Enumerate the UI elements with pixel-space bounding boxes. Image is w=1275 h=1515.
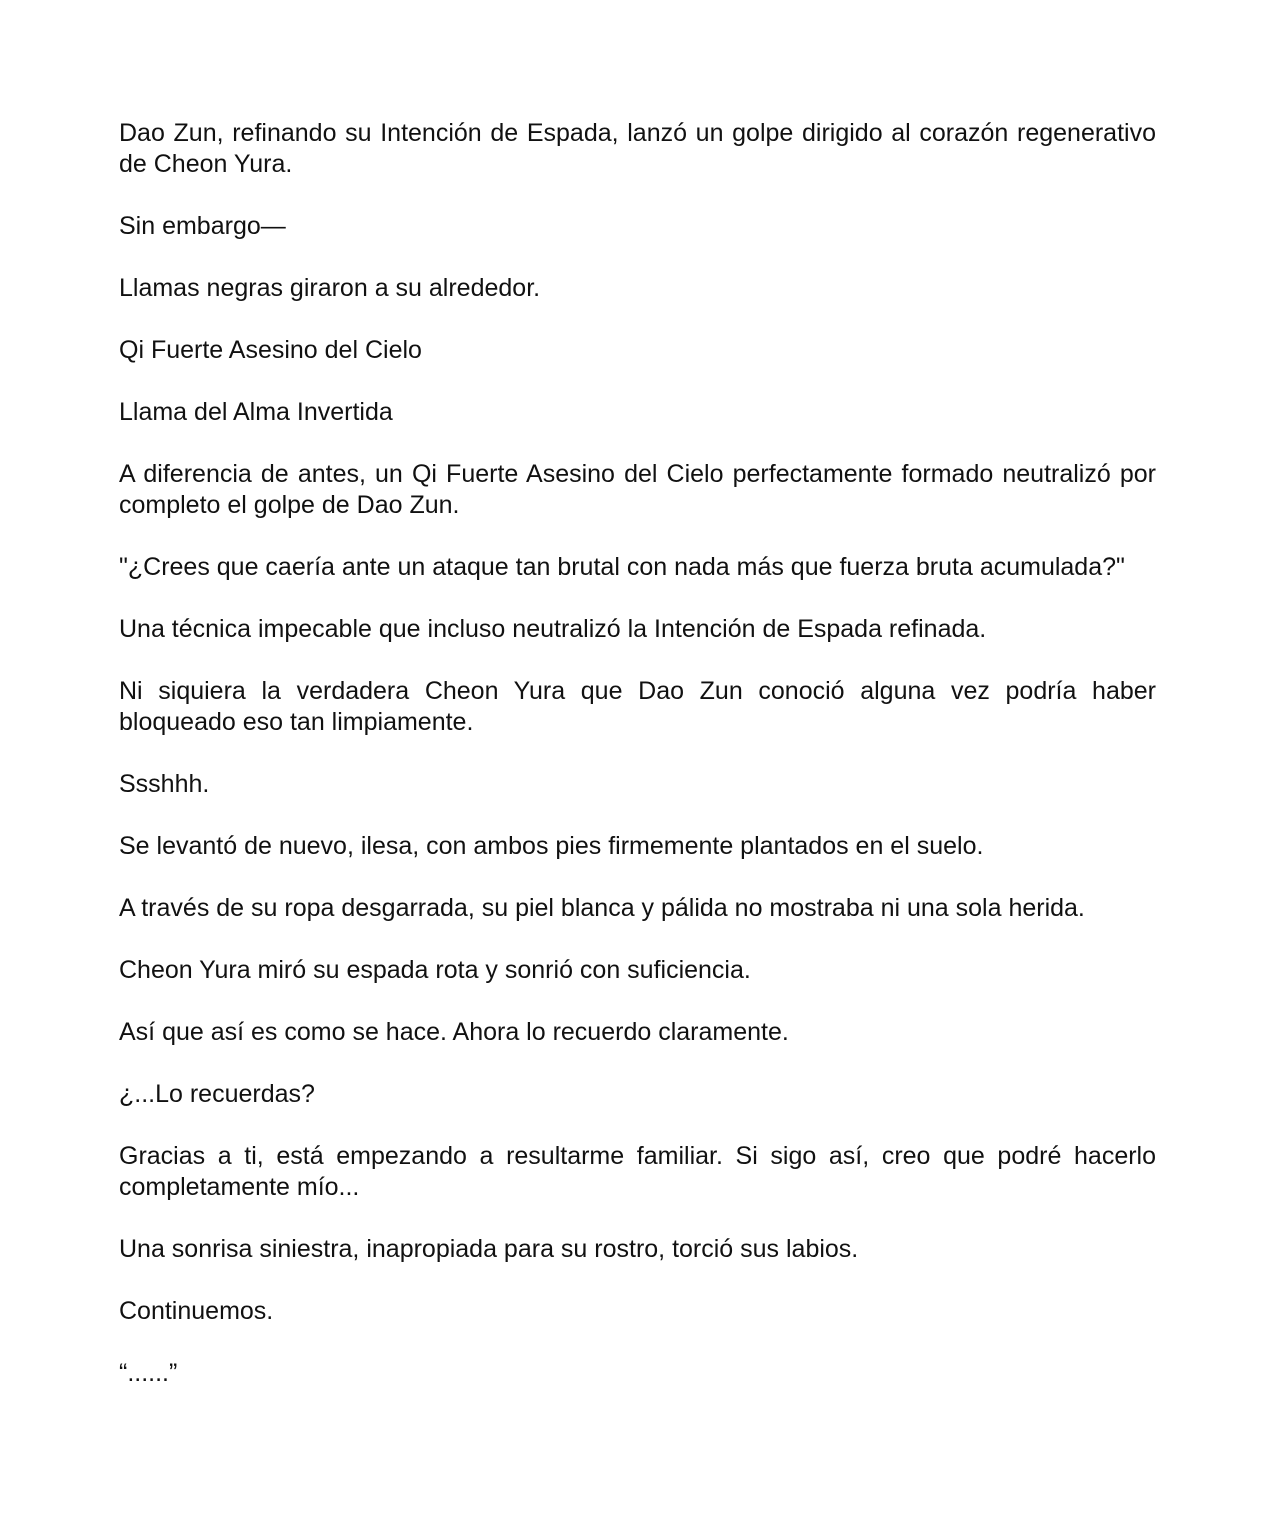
paragraph: Sin embargo— xyxy=(119,212,286,240)
paragraph: Así que así es como se hace. Ahora lo recuerdo claramente. xyxy=(119,1018,789,1046)
document-body xyxy=(119,118,1156,1389)
paragraph: Cheon Yura miró su espada rota y sonrió con suficiencia. xyxy=(119,956,751,984)
paragraph: “......” xyxy=(119,1359,178,1387)
paragraph: Dao Zun, refinando su Intención de Espada, lanzó un golpe dirigido al corazón regenerativo de Cheon Yura. xyxy=(119,119,1156,178)
paragraph: Ssshhh. xyxy=(119,770,210,798)
paragraph: Llama del Alma Invertida xyxy=(119,398,393,426)
paragraph: "¿Crees que caería ante un ataque tan brutal con nada más que fuerza bruta acumulada?" xyxy=(119,553,1125,581)
paragraph: Gracias a ti, está empezando a resultarme familiar. Si sigo así, creo que podré hacerlo completamente mío... xyxy=(119,1142,1156,1201)
paragraph: Ni siquiera la verdadera Cheon Yura que Dao Zun conoció alguna vez podría haber bloqueado eso tan limpiamente. xyxy=(119,677,1156,736)
paragraph: A diferencia de antes, un Qi Fuerte Asesino del Cielo perfectamente formado neutralizó por completo el golpe de Dao Zun. xyxy=(119,460,1156,519)
paragraph: A través de su ropa desgarrada, su piel blanca y pálida no mostraba ni una sola herida. xyxy=(119,894,1085,922)
paragraph: Una sonrisa siniestra, inapropiada para su rostro, torció sus labios. xyxy=(119,1235,859,1263)
paragraph: Una técnica impecable que incluso neutralizó la Intención de Espada refinada. xyxy=(119,615,987,643)
paragraph: Continuemos. xyxy=(119,1297,274,1325)
paragraph: Qi Fuerte Asesino del Cielo xyxy=(119,336,422,364)
paragraph: Llamas negras giraron a su alrededor. xyxy=(119,274,541,302)
paragraph: Se levantó de nuevo, ilesa, con ambos pies firmemente plantados en el suelo. xyxy=(119,832,984,860)
paragraph: ¿...Lo recuerdas? xyxy=(119,1080,315,1108)
